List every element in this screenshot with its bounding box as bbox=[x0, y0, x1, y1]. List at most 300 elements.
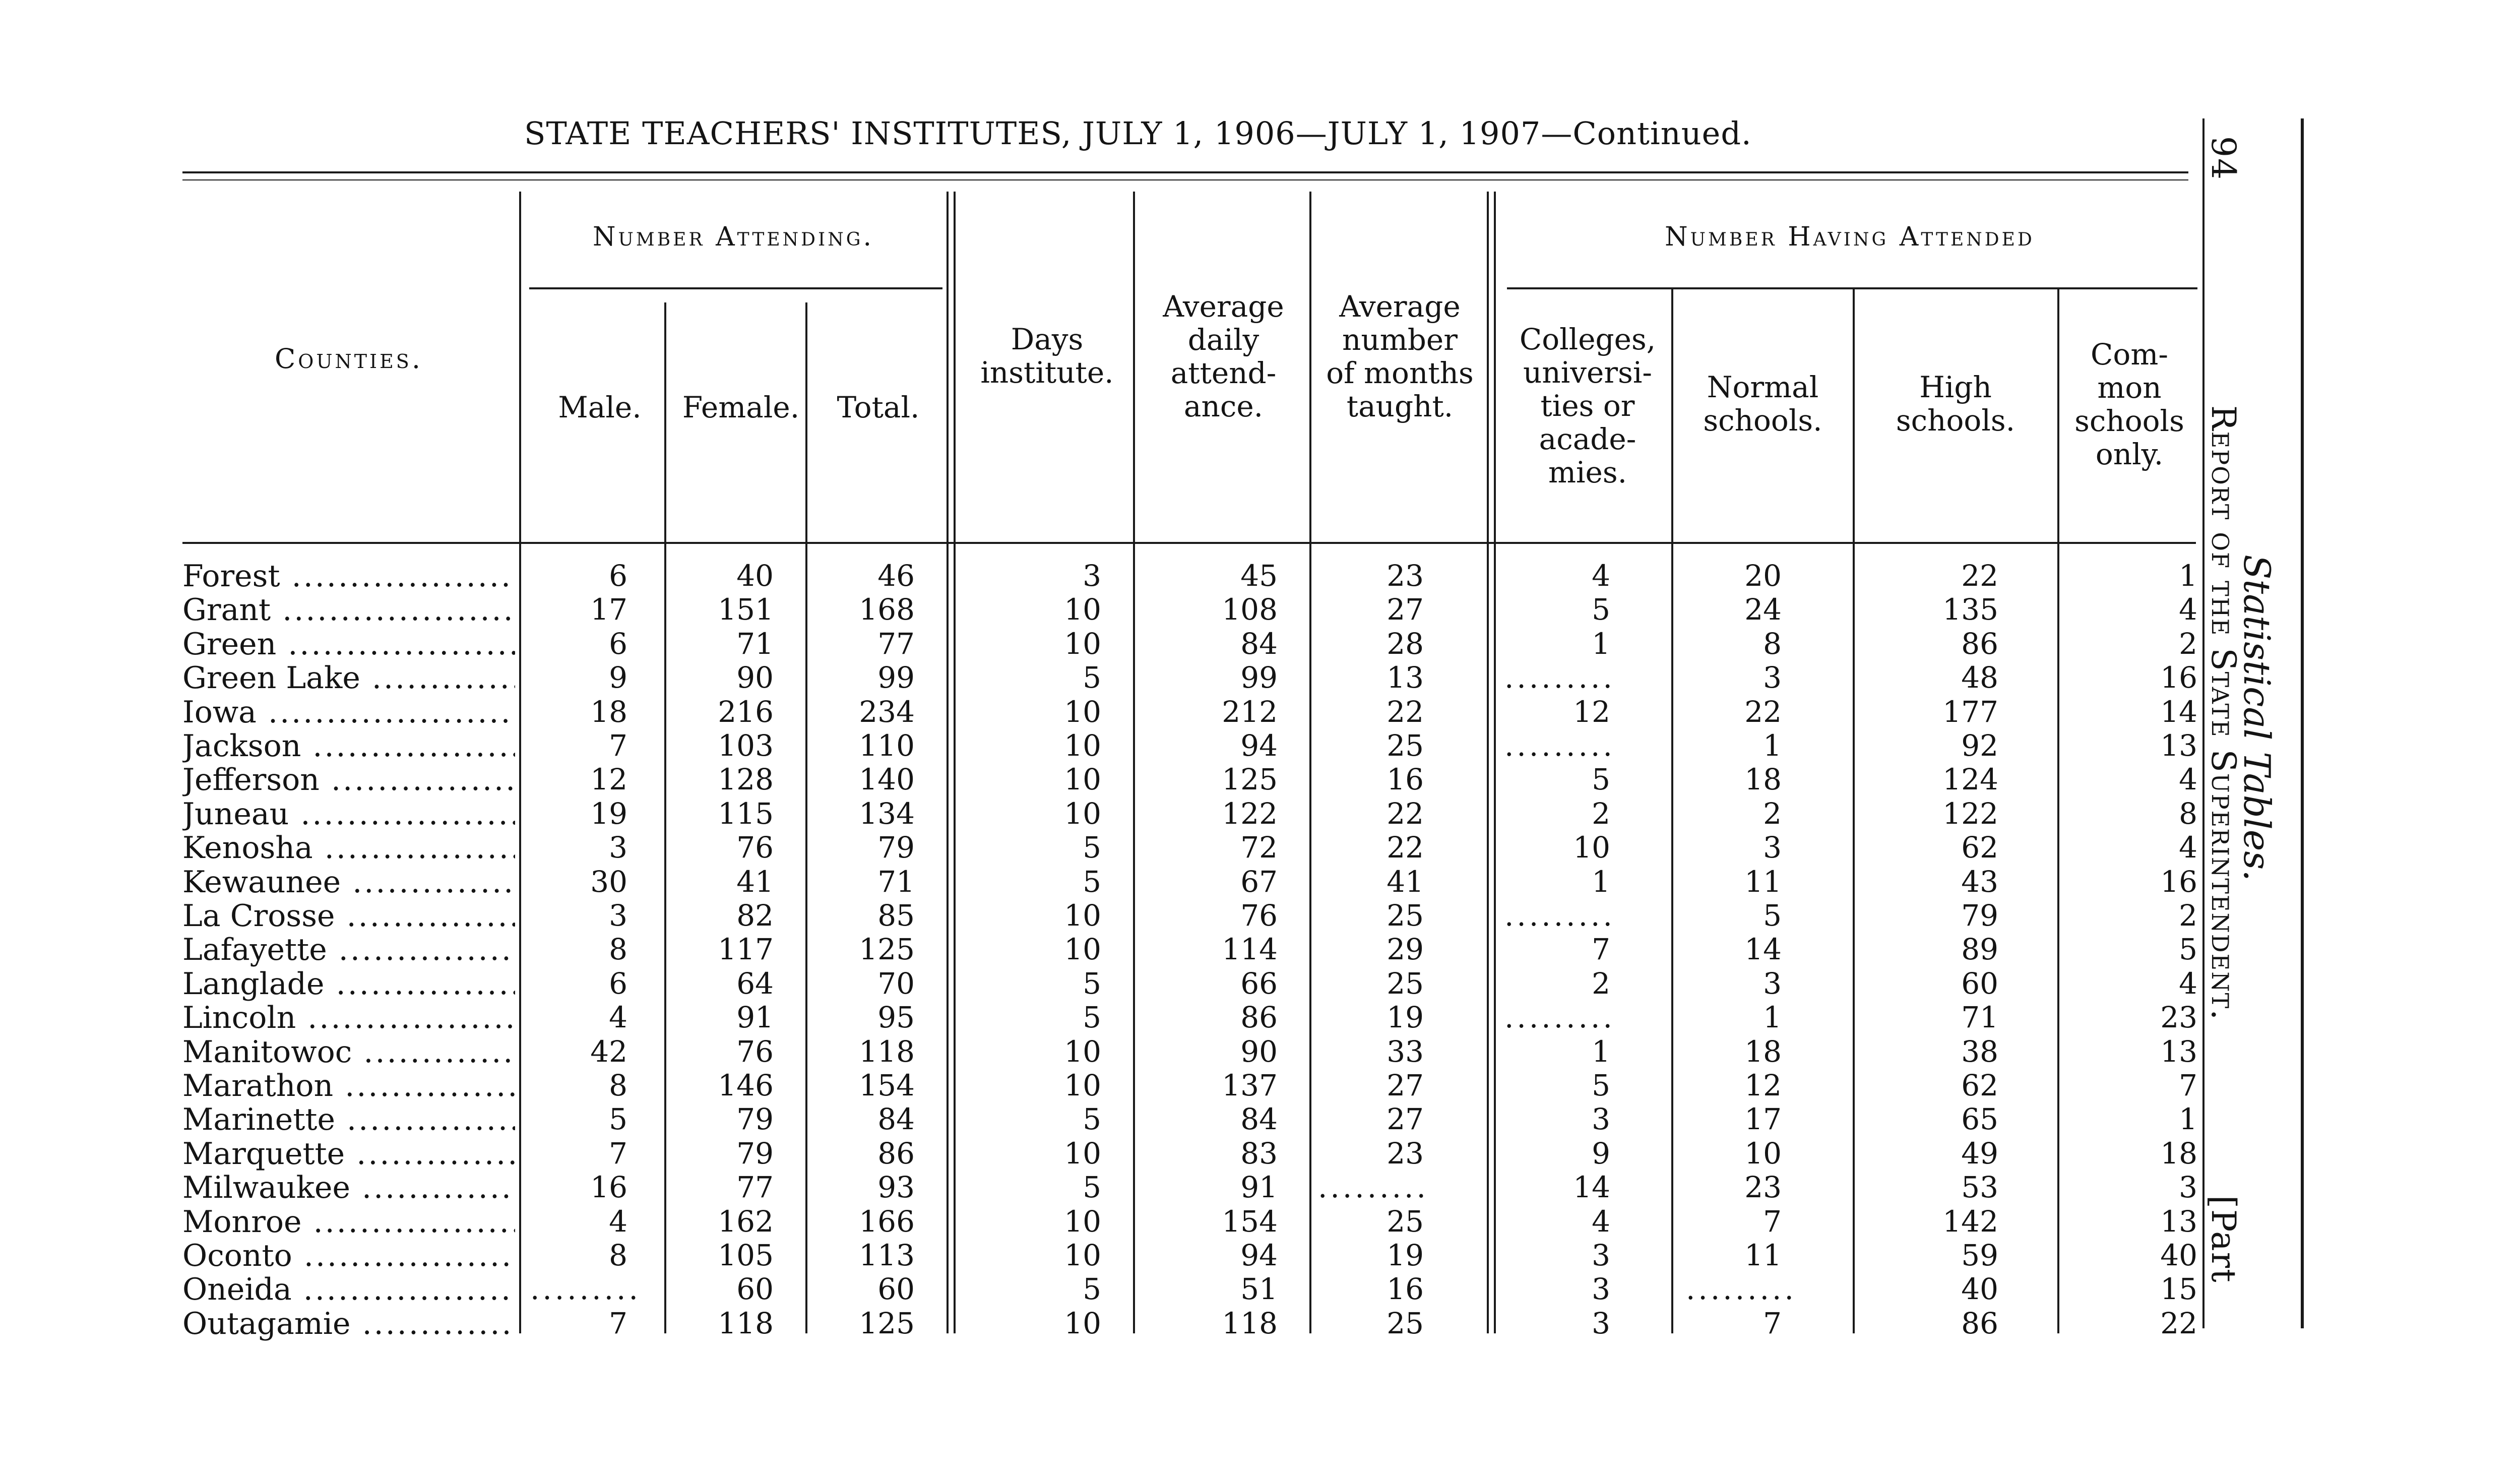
table-cell-days: 3 bbox=[1083, 559, 1101, 593]
table-cell-total: 95 bbox=[877, 1000, 915, 1035]
table-cell-high: 86 bbox=[1961, 626, 1998, 661]
group-rule-attending bbox=[529, 287, 942, 289]
table-row-county: Milwaukee ..... bbox=[182, 1170, 515, 1205]
table-cell-total: 125 bbox=[859, 932, 915, 967]
table-cell-colleges: 4 bbox=[1592, 1204, 1610, 1239]
table-cell-colleges: 3 bbox=[1592, 1238, 1610, 1272]
header-colleges-line: ties or bbox=[1540, 389, 1635, 423]
table-cell-avg-daily: 51 bbox=[1240, 1272, 1278, 1307]
table-cell-female: 117 bbox=[718, 932, 774, 967]
table-cell-female: 79 bbox=[736, 1136, 774, 1171]
table-cell-colleges: 4 bbox=[1592, 559, 1610, 593]
table-cell-days: 5 bbox=[1083, 1000, 1101, 1035]
side-header-title: Report of the State Superintendent. bbox=[2204, 405, 2243, 1021]
table-cell-male: 4 bbox=[609, 1204, 627, 1239]
header-days-line: institute. bbox=[980, 355, 1114, 390]
table-cell-common: 4 bbox=[2179, 830, 2197, 865]
table-cell-normal: 3 bbox=[1763, 966, 1782, 1001]
header-avg-months bbox=[1313, 290, 1487, 423]
table-cell-colleges: 3 bbox=[1592, 1102, 1610, 1137]
table-cell-colleges: 2 bbox=[1592, 966, 1610, 1001]
table-cell-days: 10 bbox=[1064, 932, 1101, 967]
table-cell-avg-daily: 45 bbox=[1240, 559, 1278, 593]
table-cell-common: 23 bbox=[2160, 1000, 2197, 1035]
table-row-county: Marquette ..... bbox=[182, 1136, 515, 1172]
table-cell-avg-daily: 83 bbox=[1240, 1136, 1278, 1171]
table-cell-high: 71 bbox=[1961, 1000, 1998, 1035]
table-cell-common: 14 bbox=[2160, 694, 2197, 729]
header-days bbox=[958, 323, 1137, 389]
header-avg-daily-line: daily bbox=[1187, 323, 1259, 357]
table-cell-avg-daily: 108 bbox=[1222, 592, 1278, 627]
empty-cell-leader: ......... bbox=[1686, 1272, 1797, 1307]
table-cell-normal: 12 bbox=[1744, 1068, 1782, 1102]
table-cell-avg-months: 29 bbox=[1387, 932, 1424, 967]
table-cell-high: 177 bbox=[1942, 694, 1998, 729]
table-cell-high: 59 bbox=[1961, 1238, 1998, 1272]
table-cell-female: 162 bbox=[718, 1204, 774, 1239]
table-cell-female: 146 bbox=[718, 1068, 774, 1102]
table-cell-total: 70 bbox=[877, 966, 915, 1001]
table-cell-common: 16 bbox=[2160, 660, 2197, 695]
table-row-county: Langlade ..... bbox=[182, 966, 515, 1002]
table-cell-female: 76 bbox=[736, 830, 774, 865]
table-cell-days: 5 bbox=[1083, 864, 1101, 899]
table-cell-male: 8 bbox=[609, 1068, 627, 1102]
col-sep bbox=[954, 192, 956, 1333]
header-total: Total. bbox=[837, 390, 920, 424]
header-high bbox=[1855, 371, 2056, 437]
table-row-county: Kenosha ..... bbox=[182, 830, 515, 866]
table-cell-avg-months: 27 bbox=[1387, 592, 1424, 627]
table-cell-avg-months: 25 bbox=[1387, 966, 1424, 1001]
table-cell-avg-months: 19 bbox=[1387, 1238, 1424, 1272]
table-cell-common: 15 bbox=[2160, 1272, 2197, 1307]
table-cell-avg-daily: 94 bbox=[1240, 728, 1278, 763]
table-cell-days: 5 bbox=[1083, 830, 1101, 865]
table-cell-high: 40 bbox=[1961, 1272, 1998, 1307]
side-italic-caption: Statistical Tables. bbox=[2236, 555, 2278, 882]
header-female: Female. bbox=[682, 390, 800, 424]
table-cell-total: 85 bbox=[877, 898, 915, 933]
header-normal-line: schools. bbox=[1703, 403, 1822, 438]
table-cell-common: 4 bbox=[2179, 966, 2197, 1001]
header-colleges-line: Colleges, bbox=[1519, 322, 1656, 356]
table-cell-normal: 14 bbox=[1744, 932, 1782, 967]
col-sep bbox=[805, 302, 807, 1333]
table-cell-days: 10 bbox=[1064, 1204, 1101, 1239]
table-cell-total: 168 bbox=[859, 592, 915, 627]
table-cell-female: 105 bbox=[718, 1238, 774, 1272]
table-row-county: Lafayette ..... bbox=[182, 932, 515, 967]
header-avg-months-line: Average bbox=[1339, 289, 1461, 324]
table-cell-normal: 2 bbox=[1763, 796, 1782, 831]
table-cell-normal: 1 bbox=[1763, 1000, 1782, 1035]
table-row-county: Juneau ..... bbox=[182, 796, 515, 832]
table-cell-avg-months: 25 bbox=[1387, 898, 1424, 933]
table-cell-avg-months: 16 bbox=[1387, 1272, 1424, 1307]
empty-cell-leader: ......... bbox=[1318, 1170, 1429, 1205]
table-cell-male: 17 bbox=[590, 592, 627, 627]
table-cell-common: 16 bbox=[2160, 864, 2197, 899]
table-cell-avg-months: 16 bbox=[1387, 762, 1424, 797]
table-cell-avg-months: 23 bbox=[1387, 559, 1424, 593]
table-cell-colleges: 5 bbox=[1592, 592, 1610, 627]
table-cell-high: 122 bbox=[1942, 796, 1998, 831]
top-rule bbox=[182, 171, 2188, 173]
table-cell-days: 5 bbox=[1083, 966, 1101, 1001]
table-cell-normal: 17 bbox=[1744, 1102, 1782, 1137]
table-row-county: Kewaunee ..... bbox=[182, 865, 515, 900]
table-cell-avg-daily: 66 bbox=[1240, 966, 1278, 1001]
table-cell-normal: 18 bbox=[1744, 1034, 1782, 1069]
table-cell-common: 22 bbox=[2160, 1306, 2197, 1340]
table-cell-male: 8 bbox=[609, 1238, 627, 1272]
table-cell-common: 13 bbox=[2160, 1034, 2197, 1069]
header-colleges-line: mies. bbox=[1548, 455, 1627, 489]
table-row-county: Green Lake ..... bbox=[182, 660, 515, 696]
table-cell-female: 216 bbox=[718, 694, 774, 729]
table-cell-days: 10 bbox=[1064, 728, 1101, 763]
table-cell-avg-daily: 91 bbox=[1240, 1170, 1278, 1205]
table-cell-normal: 24 bbox=[1744, 592, 1782, 627]
table-cell-common: 2 bbox=[2179, 898, 2197, 933]
page-title: STATE TEACHERS' INSTITUTES, JULY 1, 1906—JULY 1, 1907—Continued. bbox=[524, 115, 1752, 152]
table-cell-normal: 8 bbox=[1763, 626, 1782, 661]
table-row-county: Iowa ..... bbox=[182, 695, 515, 730]
table-cell-male: 3 bbox=[609, 898, 627, 933]
table-cell-avg-months: 23 bbox=[1387, 1136, 1424, 1171]
table-cell-colleges: 7 bbox=[1592, 932, 1610, 967]
side-part: [Part bbox=[2204, 1195, 2243, 1283]
table-cell-high: 92 bbox=[1961, 728, 1998, 763]
table-cell-days: 10 bbox=[1064, 626, 1101, 661]
table-cell-high: 65 bbox=[1961, 1102, 1998, 1137]
group-header-having-attended: Number Having Attended bbox=[1665, 222, 2035, 252]
table-cell-total: 60 bbox=[877, 1272, 915, 1307]
table-row-county: Outagamie ..... bbox=[182, 1306, 515, 1341]
table-cell-avg-daily: 90 bbox=[1240, 1034, 1278, 1069]
table-cell-male: 6 bbox=[609, 559, 627, 593]
table-cell-total: 71 bbox=[877, 864, 915, 899]
table-cell-male: 4 bbox=[609, 1000, 627, 1035]
col-sep bbox=[1671, 287, 1673, 1333]
table-cell-high: 79 bbox=[1961, 898, 1998, 933]
header-avg-months-line: number bbox=[1342, 323, 1458, 357]
table-cell-total: 110 bbox=[859, 728, 915, 763]
table-row-county: Jackson ..... bbox=[182, 728, 515, 764]
table-cell-days: 10 bbox=[1064, 592, 1101, 627]
header-normal-line: Normal bbox=[1707, 370, 1819, 404]
header-avg-daily-line: Average bbox=[1163, 289, 1284, 324]
header-common-line: schools bbox=[2074, 404, 2184, 438]
side-page-number: 94 bbox=[2204, 136, 2243, 180]
col-sep bbox=[947, 192, 949, 1333]
table-cell-high: 49 bbox=[1961, 1136, 1998, 1171]
table-cell-days: 10 bbox=[1064, 762, 1101, 797]
header-bottom-rule bbox=[182, 542, 2196, 544]
table-cell-high: 89 bbox=[1961, 932, 1998, 967]
table-cell-male: 6 bbox=[609, 966, 627, 1001]
table-cell-common: 7 bbox=[2179, 1068, 2197, 1102]
table-cell-days: 10 bbox=[1064, 694, 1101, 729]
table-cell-avg-daily: 125 bbox=[1222, 762, 1278, 797]
table-cell-avg-months: 41 bbox=[1387, 864, 1424, 899]
table-row-county: La Crosse ..... bbox=[182, 898, 515, 934]
table-cell-colleges: 3 bbox=[1592, 1306, 1610, 1340]
table-cell-common: 1 bbox=[2179, 559, 2197, 593]
table-cell-high: 43 bbox=[1961, 864, 1998, 899]
group-header-attending: Number Attending. bbox=[593, 222, 874, 252]
table-cell-normal: 22 bbox=[1744, 694, 1782, 729]
table-cell-avg-months: 27 bbox=[1387, 1102, 1424, 1137]
table-cell-total: 86 bbox=[877, 1136, 915, 1171]
table-cell-high: 142 bbox=[1942, 1204, 1998, 1239]
table-cell-normal: 23 bbox=[1744, 1170, 1782, 1205]
table-cell-high: 53 bbox=[1961, 1170, 1998, 1205]
table-cell-normal: 20 bbox=[1744, 559, 1782, 593]
table-cell-normal: 11 bbox=[1744, 1238, 1782, 1272]
header-counties: Counties. bbox=[274, 343, 423, 375]
table-cell-avg-months: 22 bbox=[1387, 796, 1424, 831]
header-common-line: mon bbox=[2097, 371, 2162, 405]
table-cell-high: 60 bbox=[1961, 966, 1998, 1001]
table-cell-total: 125 bbox=[859, 1306, 915, 1340]
top-rule-thin bbox=[182, 179, 2188, 180]
table-cell-female: 91 bbox=[736, 1000, 774, 1035]
table-cell-days: 10 bbox=[1064, 1238, 1101, 1272]
table-cell-avg-daily: 137 bbox=[1222, 1068, 1278, 1102]
table-cell-male: 8 bbox=[609, 932, 627, 967]
table-cell-normal: 3 bbox=[1763, 830, 1782, 865]
table-cell-days: 10 bbox=[1064, 1306, 1101, 1340]
table-cell-total: 79 bbox=[877, 830, 915, 865]
table-cell-avg-daily: 86 bbox=[1240, 1000, 1278, 1035]
header-common-line: only. bbox=[2095, 437, 2164, 471]
table-cell-female: 40 bbox=[736, 559, 774, 593]
table-row-county: Green ..... bbox=[182, 627, 515, 662]
table-cell-total: 140 bbox=[859, 762, 915, 797]
table-cell-high: 62 bbox=[1961, 1068, 1998, 1102]
table-cell-male: 19 bbox=[590, 796, 627, 831]
table-cell-normal: 5 bbox=[1763, 898, 1782, 933]
table-cell-avg-daily: 76 bbox=[1240, 898, 1278, 933]
table-row-county: Oneida ..... bbox=[182, 1272, 515, 1307]
table-cell-male: 42 bbox=[590, 1034, 627, 1069]
empty-cell-leader: ......... bbox=[1504, 660, 1615, 695]
table-cell-avg-daily: 94 bbox=[1240, 1238, 1278, 1272]
table-cell-high: 38 bbox=[1961, 1034, 1998, 1069]
col-sep bbox=[2057, 287, 2059, 1333]
col-sep bbox=[1309, 192, 1311, 1333]
table-cell-total: 154 bbox=[859, 1068, 915, 1102]
table-cell-common: 4 bbox=[2179, 592, 2197, 627]
table-cell-normal: 7 bbox=[1763, 1204, 1782, 1239]
header-common-line: Com- bbox=[2091, 337, 2168, 372]
table-cell-high: 124 bbox=[1942, 762, 1998, 797]
header-normal bbox=[1673, 371, 1852, 437]
table-row-county: Grant ..... bbox=[182, 592, 515, 628]
table-cell-high: 48 bbox=[1961, 660, 1998, 695]
table-cell-male: 18 bbox=[590, 694, 627, 729]
table-cell-colleges: 12 bbox=[1573, 694, 1610, 729]
table-cell-days: 10 bbox=[1064, 1136, 1101, 1171]
table-cell-days: 10 bbox=[1064, 898, 1101, 933]
header-colleges-line: universi- bbox=[1523, 355, 1652, 390]
table-cell-common: 1 bbox=[2179, 1102, 2197, 1137]
table-cell-male: 5 bbox=[609, 1102, 627, 1137]
table-cell-total: 46 bbox=[877, 559, 915, 593]
table-cell-high: 62 bbox=[1961, 830, 1998, 865]
table-cell-colleges: 1 bbox=[1592, 1034, 1610, 1069]
table-cell-common: 13 bbox=[2160, 728, 2197, 763]
header-avg-daily-line: attend- bbox=[1170, 356, 1277, 390]
table-cell-female: 90 bbox=[736, 660, 774, 695]
table-cell-female: 128 bbox=[718, 762, 774, 797]
table-cell-common: 2 bbox=[2179, 626, 2197, 661]
table-cell-colleges: 9 bbox=[1592, 1136, 1610, 1171]
col-sep bbox=[1853, 287, 1855, 1333]
table-cell-common: 5 bbox=[2179, 932, 2197, 967]
header-colleges bbox=[1504, 323, 1671, 489]
table-cell-male: 6 bbox=[609, 626, 627, 661]
table-cell-normal: 11 bbox=[1744, 864, 1782, 899]
empty-cell-leader: ......... bbox=[1504, 1000, 1615, 1035]
empty-cell-leader: ......... bbox=[1504, 898, 1615, 933]
table-row-county: Manitowoc ..... bbox=[182, 1034, 515, 1070]
table-cell-total: 113 bbox=[859, 1238, 915, 1272]
table-cell-colleges: 2 bbox=[1592, 796, 1610, 831]
table-cell-colleges: 1 bbox=[1592, 626, 1610, 661]
table-cell-days: 5 bbox=[1083, 1272, 1101, 1307]
table-cell-normal: 10 bbox=[1744, 1136, 1782, 1171]
table-row-county: Monroe ..... bbox=[182, 1204, 515, 1240]
table-cell-avg-months: 28 bbox=[1387, 626, 1424, 661]
table-row-county: Oconto ..... bbox=[182, 1238, 515, 1273]
table-cell-total: 99 bbox=[877, 660, 915, 695]
table-cell-avg-months: 19 bbox=[1387, 1000, 1424, 1035]
table-cell-avg-daily: 99 bbox=[1240, 660, 1278, 695]
table-cell-avg-daily: 154 bbox=[1222, 1204, 1278, 1239]
table-cell-normal: 3 bbox=[1763, 660, 1782, 695]
group-rule-having-attended bbox=[1507, 287, 2197, 289]
table-cell-female: 60 bbox=[736, 1272, 774, 1307]
table-cell-common: 13 bbox=[2160, 1204, 2197, 1239]
table-cell-female: 103 bbox=[718, 728, 774, 763]
table-cell-colleges: 5 bbox=[1592, 1068, 1610, 1102]
table-cell-days: 5 bbox=[1083, 1102, 1101, 1137]
table-cell-normal: 18 bbox=[1744, 762, 1782, 797]
header-high-line: High bbox=[1919, 370, 1992, 404]
table-cell-avg-daily: 67 bbox=[1240, 864, 1278, 899]
table-row-county: Lincoln ..... bbox=[182, 1000, 515, 1035]
header-avg-months-line: taught. bbox=[1346, 389, 1454, 423]
table-row-county: Marinette ..... bbox=[182, 1102, 515, 1137]
table-cell-common: 8 bbox=[2179, 796, 2197, 831]
table-cell-high: 86 bbox=[1961, 1306, 1998, 1340]
header-high-line: schools. bbox=[1896, 403, 2015, 438]
table-row-county: Jefferson ..... bbox=[182, 762, 515, 798]
table-cell-days: 5 bbox=[1083, 660, 1101, 695]
table-cell-total: 93 bbox=[877, 1170, 915, 1205]
col-sep bbox=[1494, 192, 1496, 1333]
table-cell-common: 40 bbox=[2160, 1238, 2197, 1272]
header-colleges-line: acade- bbox=[1539, 422, 1636, 456]
table-cell-colleges: 5 bbox=[1592, 762, 1610, 797]
col-sep bbox=[1487, 192, 1489, 1333]
table-cell-female: 71 bbox=[736, 626, 774, 661]
table-cell-avg-months: 25 bbox=[1387, 1306, 1424, 1340]
table-cell-total: 166 bbox=[859, 1204, 915, 1239]
table-cell-female: 77 bbox=[736, 1170, 774, 1205]
table-cell-female: 118 bbox=[718, 1306, 774, 1340]
table-cell-days: 5 bbox=[1083, 1170, 1101, 1205]
page-margin-border bbox=[2301, 118, 2304, 1328]
empty-cell-leader: ......... bbox=[530, 1272, 641, 1307]
table-cell-colleges: 1 bbox=[1592, 864, 1610, 899]
table-cell-avg-daily: 212 bbox=[1222, 694, 1278, 729]
table-cell-female: 79 bbox=[736, 1102, 774, 1137]
table-cell-avg-months: 25 bbox=[1387, 728, 1424, 763]
table-row-county: Marathon ..... bbox=[182, 1068, 515, 1103]
table-cell-avg-months: 22 bbox=[1387, 694, 1424, 729]
table-cell-avg-daily: 72 bbox=[1240, 830, 1278, 865]
table-cell-female: 76 bbox=[736, 1034, 774, 1069]
table-cell-male: 16 bbox=[590, 1170, 627, 1205]
table-cell-avg-daily: 84 bbox=[1240, 1102, 1278, 1137]
table-cell-total: 234 bbox=[859, 694, 915, 729]
table-cell-female: 115 bbox=[718, 796, 774, 831]
table-cell-avg-daily: 122 bbox=[1222, 796, 1278, 831]
table-cell-common: 3 bbox=[2179, 1170, 2197, 1205]
table-cell-colleges: 3 bbox=[1592, 1272, 1610, 1307]
table-cell-days: 10 bbox=[1064, 1068, 1101, 1102]
table-cell-male: 9 bbox=[609, 660, 627, 695]
header-avg-daily bbox=[1137, 290, 1310, 423]
table-cell-male: 7 bbox=[609, 728, 627, 763]
table-cell-high: 135 bbox=[1942, 592, 1998, 627]
table-cell-avg-months: 22 bbox=[1387, 830, 1424, 865]
empty-cell-leader: ......... bbox=[1504, 728, 1615, 763]
table-cell-common: 4 bbox=[2179, 762, 2197, 797]
table-cell-total: 84 bbox=[877, 1102, 915, 1137]
header-common bbox=[2059, 338, 2200, 471]
table-cell-avg-months: 13 bbox=[1387, 660, 1424, 695]
table-cell-normal: 7 bbox=[1763, 1306, 1782, 1340]
table-cell-male: 3 bbox=[609, 830, 627, 865]
table-cell-avg-months: 25 bbox=[1387, 1204, 1424, 1239]
header-male: Male. bbox=[558, 390, 642, 424]
table-cell-high: 22 bbox=[1961, 559, 1998, 593]
table-cell-male: 7 bbox=[609, 1306, 627, 1340]
table-cell-avg-months: 27 bbox=[1387, 1068, 1424, 1102]
col-sep bbox=[664, 302, 666, 1333]
table-cell-normal: 1 bbox=[1763, 728, 1782, 763]
header-days-line: Days bbox=[1011, 322, 1084, 356]
table-cell-colleges: 10 bbox=[1573, 830, 1610, 865]
table-cell-total: 77 bbox=[877, 626, 915, 661]
table-cell-male: 7 bbox=[609, 1136, 627, 1171]
table-cell-common: 18 bbox=[2160, 1136, 2197, 1171]
table-cell-total: 118 bbox=[859, 1034, 915, 1069]
table-cell-male: 30 bbox=[590, 864, 627, 899]
table-cell-female: 82 bbox=[736, 898, 774, 933]
header-avg-daily-line: ance. bbox=[1183, 389, 1264, 423]
table-cell-female: 41 bbox=[736, 864, 774, 899]
table-cell-female: 64 bbox=[736, 966, 774, 1001]
col-sep bbox=[519, 192, 521, 1333]
header-avg-months-line: of months bbox=[1326, 356, 1474, 390]
